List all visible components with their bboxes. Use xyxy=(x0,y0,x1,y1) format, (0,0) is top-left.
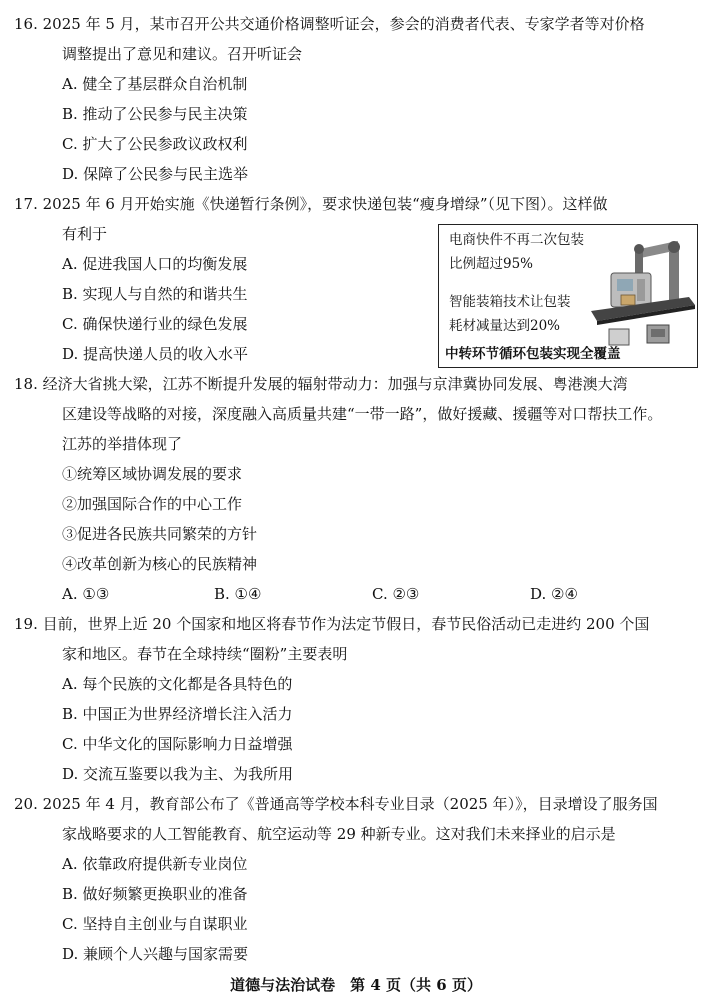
machine-panel xyxy=(637,279,645,301)
option-b[interactable]: B. 做好频繁更换职业的准备 xyxy=(62,885,248,903)
statement-4: ④改革创新为核心的民族精神 xyxy=(62,555,258,573)
option-c[interactable]: C. 确保快递行业的绿色发展 xyxy=(62,315,248,333)
question-stem: 家和地区。春节在全球持续“圈粉”主要表明 xyxy=(62,645,348,663)
question-stem: 江苏的举措体现了 xyxy=(62,435,183,453)
option-d[interactable]: D. ②④ xyxy=(530,585,578,603)
figure-text: 智能装箱技术让包装 xyxy=(449,294,571,310)
question-stem: 调整提出了意见和建议。召开听证会 xyxy=(62,45,303,63)
option-row xyxy=(62,584,702,604)
package-box xyxy=(609,329,629,345)
question-stem: 区建设等战略的对接，深度融入高质量共建“一带一路”，做好援藏、援疆等对口帮扶工作。 xyxy=(62,405,663,423)
option-b[interactable]: B. ①④ xyxy=(214,585,262,603)
packaging-figure xyxy=(438,224,698,368)
option-a[interactable]: A. ①③ xyxy=(62,585,110,603)
robot-arm-joint xyxy=(635,251,643,273)
option-d[interactable]: D. 保障了公民参与民主选举 xyxy=(62,165,249,183)
machine-screen xyxy=(617,279,633,291)
packing-robot-illustration xyxy=(591,233,695,351)
option-a[interactable]: A. 依靠政府提供新专业岗位 xyxy=(62,855,248,873)
figure-text: 电商快件不再二次包装 xyxy=(449,232,584,248)
option-a[interactable]: A. 每个民族的文化都是各具特色的 xyxy=(62,675,293,693)
question-stem: 19. 目前，世界上近 20 个国家和地区将春节作为法定节假日，春节民俗活动已走进约 200 个国 xyxy=(14,615,650,633)
question-stem: 17. 2025 年 6 月开始实施《快递暂行条例》，要求快递包装“瘦身增绿”（见下图）。这样做 xyxy=(14,195,608,213)
figure-text: 中转环节循环包装实现全覆盖 xyxy=(445,346,621,362)
question-stem: 20. 2025 年 4 月，教育部公布了《普通高等学校本科专业目录（2025 年）》，目录增设了服务国 xyxy=(14,795,658,813)
option-c[interactable]: C. 坚持自主创业与自谋职业 xyxy=(62,915,248,933)
statement-3: ③促进各民族共同繁荣的方针 xyxy=(62,525,258,543)
option-a[interactable]: A. 促进我国人口的均衡发展 xyxy=(62,255,248,273)
package-box xyxy=(621,295,635,305)
robot-arm-hinge xyxy=(668,241,680,253)
option-b[interactable]: B. 推动了公民参与民主决策 xyxy=(62,105,248,123)
option-c[interactable]: C. 扩大了公民参政议政权利 xyxy=(62,135,248,153)
question-stem: 家战略要求的人工智能教育、航空运动等 29 种新专业。这对我们未来择业的启示是 xyxy=(62,825,616,843)
option-a[interactable]: A. 健全了基层群众自治机制 xyxy=(62,75,248,93)
option-c[interactable]: C. 中华文化的国际影响力日益增强 xyxy=(62,735,293,753)
robot-arm-pillar xyxy=(669,247,679,305)
page-footer: 道德与法治试卷 第 4 页（共 6 页） xyxy=(230,976,482,994)
figure-text: 耗材减量达到20% xyxy=(449,318,561,334)
option-c[interactable]: C. ②③ xyxy=(372,585,420,603)
question-stem: 16. 2025 年 5 月，某市召开公共交通价格调整听证会，参会的消费者代表、专家学者等对价格 xyxy=(14,15,645,33)
question-stem: 18. 经济大省挑大梁，江苏不断提升发展的辐射带动力：加强与京津冀协同发展、粤港澳大湾 xyxy=(14,375,628,393)
robot-arm-hinge xyxy=(634,244,644,254)
option-b[interactable]: B. 中国正为世界经济增长注入活力 xyxy=(62,705,293,723)
package-box-detail xyxy=(651,329,665,337)
figure-text: 比例超过95% xyxy=(449,256,534,272)
option-d[interactable]: D. 提高快递人员的收入水平 xyxy=(62,345,249,363)
option-b[interactable]: B. 实现人与自然的和谐共生 xyxy=(62,285,248,303)
statement-2: ②加强国际合作的中心工作 xyxy=(62,495,243,513)
statement-1: ①统筹区域协调发展的要求 xyxy=(62,465,243,483)
option-d[interactable]: D. 兼顾个人兴趣与国家需要 xyxy=(62,945,249,963)
option-d[interactable]: D. 交流互鉴要以我为主、为我所用 xyxy=(62,765,294,783)
question-stem: 有利于 xyxy=(62,225,108,243)
